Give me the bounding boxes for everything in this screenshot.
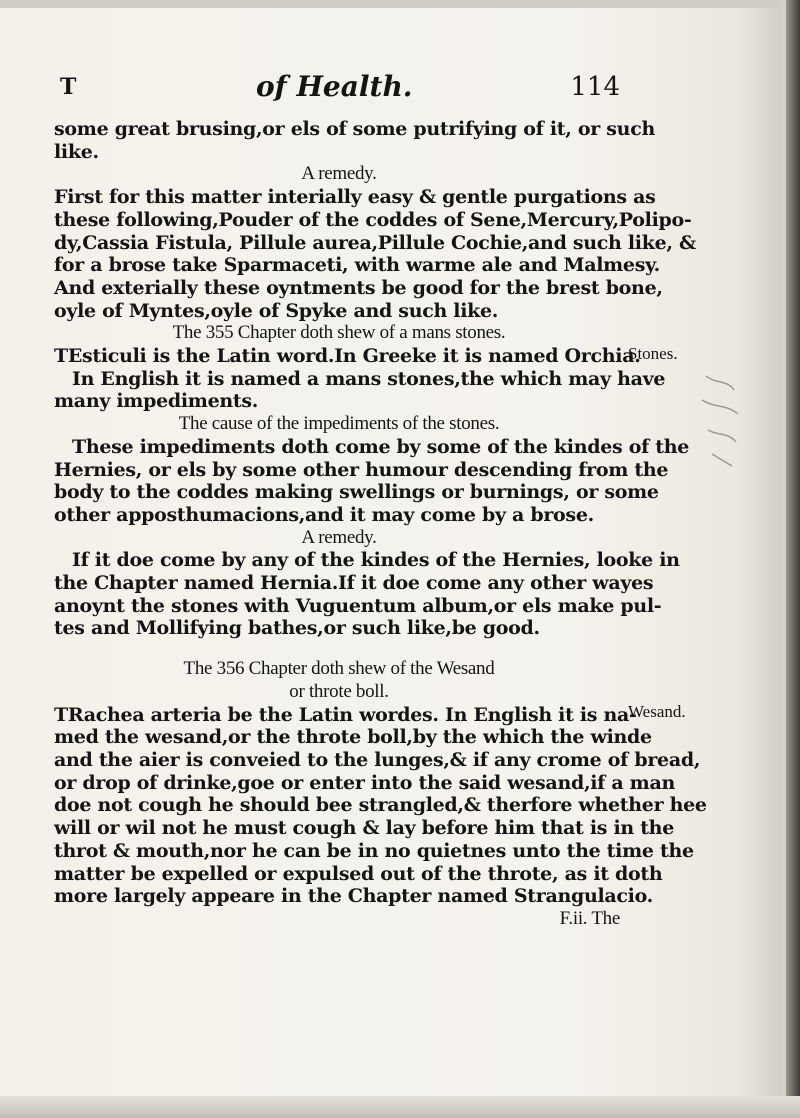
text-line: or drop of drinke,goe or enter into the said wesand,if a man bbox=[54, 771, 676, 794]
text-line: many impediments. bbox=[54, 390, 259, 413]
text-line: If it doe come by any of the kindes of the Hernies, looke in bbox=[72, 549, 680, 572]
text-line: TRachea arteria be the Latin wordes. In English it is na- bbox=[54, 703, 637, 726]
text-line: some great brusing,or els of some putrifying of it, or such bbox=[54, 118, 655, 140]
page-number: 114 bbox=[570, 72, 620, 102]
page-top-edge bbox=[0, 0, 800, 8]
text-line: med the wesand,or the throte boll,by the which the winde bbox=[54, 726, 652, 749]
text-line: more largely appeare in the Chapter named Strangulacio. bbox=[54, 885, 653, 908]
text-line: like. bbox=[54, 140, 99, 163]
text-line: Hernies, or els by some other humour descending from the bbox=[54, 458, 669, 481]
text-line: for a brose take Sparmaceti, with warme ale and Malmesy. bbox=[54, 254, 660, 277]
page-title: of Health. bbox=[256, 70, 413, 103]
body-text bbox=[54, 118, 707, 931]
text-line: First for this matter interially easy & gentle purgations as bbox=[54, 186, 656, 209]
header-signature: T bbox=[60, 74, 77, 100]
text-line: or throte boll. bbox=[289, 680, 389, 702]
line-gap bbox=[54, 640, 624, 658]
page-bottom-edge bbox=[0, 1096, 800, 1118]
text-line: The cause of the impediments of the stones. bbox=[178, 413, 500, 435]
text-line: TEsticuli is the Latin word.In Greeke it is named Orchia. bbox=[54, 345, 641, 368]
text-line: other apposthumacions,and it may come by a brose. bbox=[54, 503, 594, 526]
text-line: matter be expelled or expulsed out of the throte, as it doth bbox=[54, 862, 663, 885]
margin-note-stones: Stones. bbox=[628, 344, 678, 363]
text-line: A remedy. bbox=[301, 526, 377, 548]
text-line: oyle of Myntes,oyle of Spyke and such like. bbox=[54, 299, 499, 322]
text-line: The 356 Chapter doth shew of the Wesand bbox=[183, 658, 495, 680]
text-line: throt & mouth,nor he can be in no quietnes unto the time the bbox=[54, 839, 694, 862]
margin-note-wesand: Wesand. bbox=[628, 702, 686, 721]
text-line: anoynt the stones with Vuguentum album,or els make pul- bbox=[54, 594, 662, 617]
text-line: body to the coddes making swellings or burnings, or some bbox=[54, 481, 659, 504]
text-line: the Chapter named Hernia.If it doe come any other wayes bbox=[54, 572, 654, 595]
text-line: F.ii. The bbox=[559, 907, 620, 929]
text-line: doe not cough he should bee strangled,& therfore whether hee bbox=[54, 794, 707, 817]
text-line: tes and Mollifying bathes,or such like,be good. bbox=[54, 617, 540, 640]
text-line: And exterially these oyntments be good for the brest bone, bbox=[54, 276, 663, 299]
text-line: These impediments doth come by some of the kindes of the bbox=[72, 435, 690, 458]
text-line: The 355 Chapter doth shew of a mans stones. bbox=[172, 322, 506, 344]
text-line: dy,Cassia Fistula, Pillule aurea,Pillule Cochie,and such like, & bbox=[54, 231, 696, 254]
text-line: will or wil not he must cough & lay before him that is in the bbox=[54, 817, 674, 840]
text-line: A remedy. bbox=[301, 163, 377, 185]
ink-bleed-mark bbox=[698, 370, 742, 470]
page-right-edge bbox=[786, 0, 800, 1118]
running-header bbox=[60, 70, 620, 110]
text-line: these following,Pouder of the coddes of Sene,Mercury,Polipo- bbox=[54, 208, 692, 231]
text-line: In English it is named a mans stones,the which may have bbox=[72, 367, 666, 390]
text-line: and the aier is conveied to the lunges,& if any crome of bread, bbox=[54, 748, 701, 771]
